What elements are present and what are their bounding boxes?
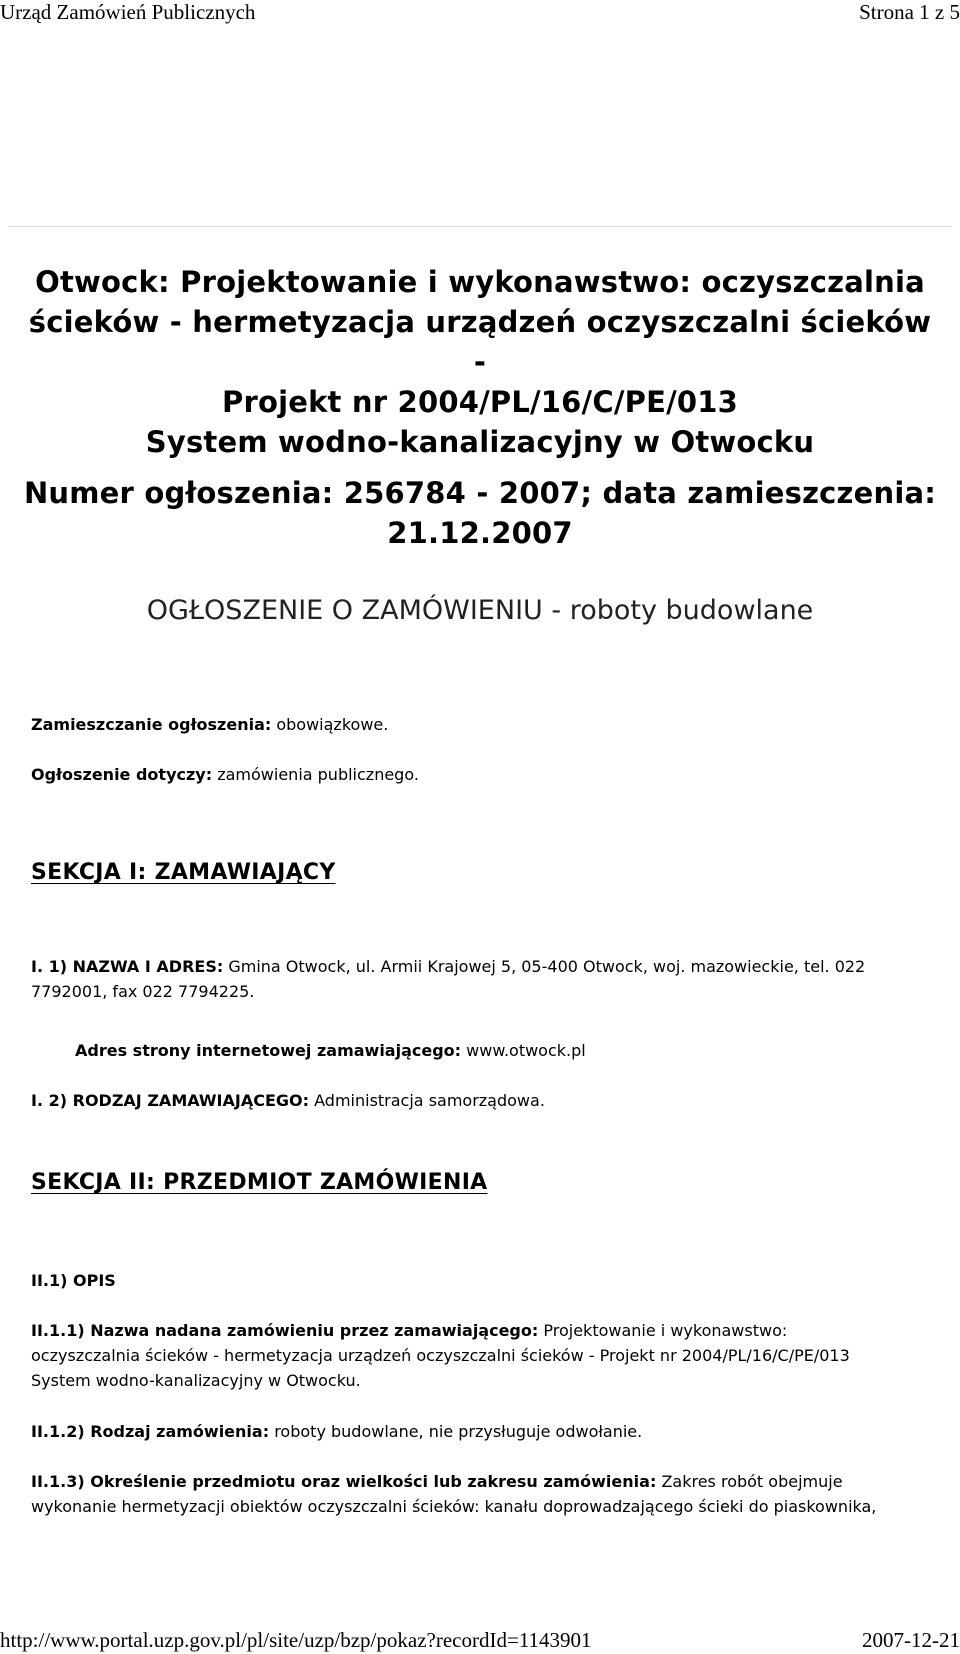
section-heading: SEKCJA II: PRZEDMIOT ZAMÓWIENIA xyxy=(31,1170,488,1195)
header-site-name: Urząd Zamówień Publicznych xyxy=(0,0,256,24)
notice-number-line: Numer ogłoszenia: 256784 - 2007; data zamieszczenia: xyxy=(23,476,937,510)
title-line: Projekt nr 2004/PL/16/C/PE/013 xyxy=(221,385,739,419)
print-footer xyxy=(0,1626,960,1654)
title-line: Otwock: Projektowanie i wykonawstwo: oczyszczalnia xyxy=(35,265,925,299)
type-label: I. 2) RODZAJ ZAMAWIAJĄCEGO: xyxy=(31,1091,310,1110)
name-address-value: Gmina Otwock, ul. Armii Krajowej 5, 05-400 Otwock, woj. mazowieckie, tel. 022 xyxy=(228,957,866,976)
contract-scope-label: II.1.3) Określenie przedmiotu oraz wielkości lub zakresu zamówienia: xyxy=(31,1472,657,1491)
website-label: Adres strony internetowej zamawiającego: xyxy=(75,1041,462,1060)
concerns-label: Ogłoszenie dotyczy: xyxy=(31,765,213,784)
contract-type-value: roboty budowlane, nie przysługuje odwołanie. xyxy=(274,1422,643,1441)
website-line xyxy=(75,1038,955,1063)
name-address-value: 7792001, fax 022 7794225. xyxy=(31,982,255,1001)
name-address xyxy=(31,954,911,1004)
notice-number xyxy=(20,473,940,553)
title-line: ścieków - hermetyzacja urządzeń oczyszczalni ścieków - xyxy=(28,305,932,379)
contract-scope-value: wykonanie hermetyzacji obiektów oczyszczalni ścieków: kanału doprowadzającego ścieki do piaskownika, xyxy=(31,1497,877,1516)
print-header xyxy=(0,0,960,28)
placement-line xyxy=(31,712,911,737)
section-heading: SEKCJA I: ZAMAWIAJĄCY xyxy=(31,860,336,885)
contract-name xyxy=(31,1318,911,1393)
contract-type-label: II.1.2) Rodzaj zamówienia: xyxy=(31,1422,270,1441)
contracting-authority-type xyxy=(31,1088,911,1113)
header-page-number: Strona 1 z 5 xyxy=(859,0,960,24)
contract-name-value: oczyszczalnia ścieków - hermetyzacja urządzeń oczyszczalni ścieków - Projekt nr 2004/PL/16/C/PE/013 xyxy=(31,1346,850,1365)
page-title xyxy=(20,262,940,462)
contract-scope-value: Zakres robót obejmuje xyxy=(661,1472,843,1491)
concerns-value: zamówienia publicznego. xyxy=(217,765,419,784)
contract-type xyxy=(31,1419,911,1444)
contract-name-label: II.1.1) Nazwa nadana zamówieniu przez zamawiającego: xyxy=(31,1321,539,1340)
header-divider xyxy=(8,226,952,227)
concerns-line xyxy=(31,762,911,787)
placement-value: obowiązkowe. xyxy=(276,715,389,734)
notice-number-line: 21.12.2007 xyxy=(387,516,573,550)
opis-label: II.1) OPIS xyxy=(31,1271,116,1290)
footer-date: 2007-12-21 xyxy=(862,1628,960,1652)
name-address-label: I. 1) NAZWA I ADRES: xyxy=(31,957,224,976)
opis-heading xyxy=(31,1268,911,1293)
website-value: www.otwock.pl xyxy=(466,1041,586,1060)
contract-scope xyxy=(31,1469,911,1519)
contract-name-value: Projektowanie i wykonawstwo: xyxy=(543,1321,788,1340)
contract-name-value: System wodno-kanalizacyjny w Otwocku. xyxy=(31,1371,361,1390)
placement-label: Zamieszczanie ogłoszenia: xyxy=(31,715,272,734)
notice-type-subtitle: OGŁOSZENIE O ZAMÓWIENIU - roboty budowlane xyxy=(146,595,814,626)
type-value: Administracja samorządowa. xyxy=(314,1091,545,1110)
title-line: System wodno-kanalizacyjny w Otwocku xyxy=(145,425,815,459)
footer-url: http://www.portal.uzp.gov.pl/pl/site/uzp/bzp/pokaz?recordId=1143901 xyxy=(0,1628,592,1652)
